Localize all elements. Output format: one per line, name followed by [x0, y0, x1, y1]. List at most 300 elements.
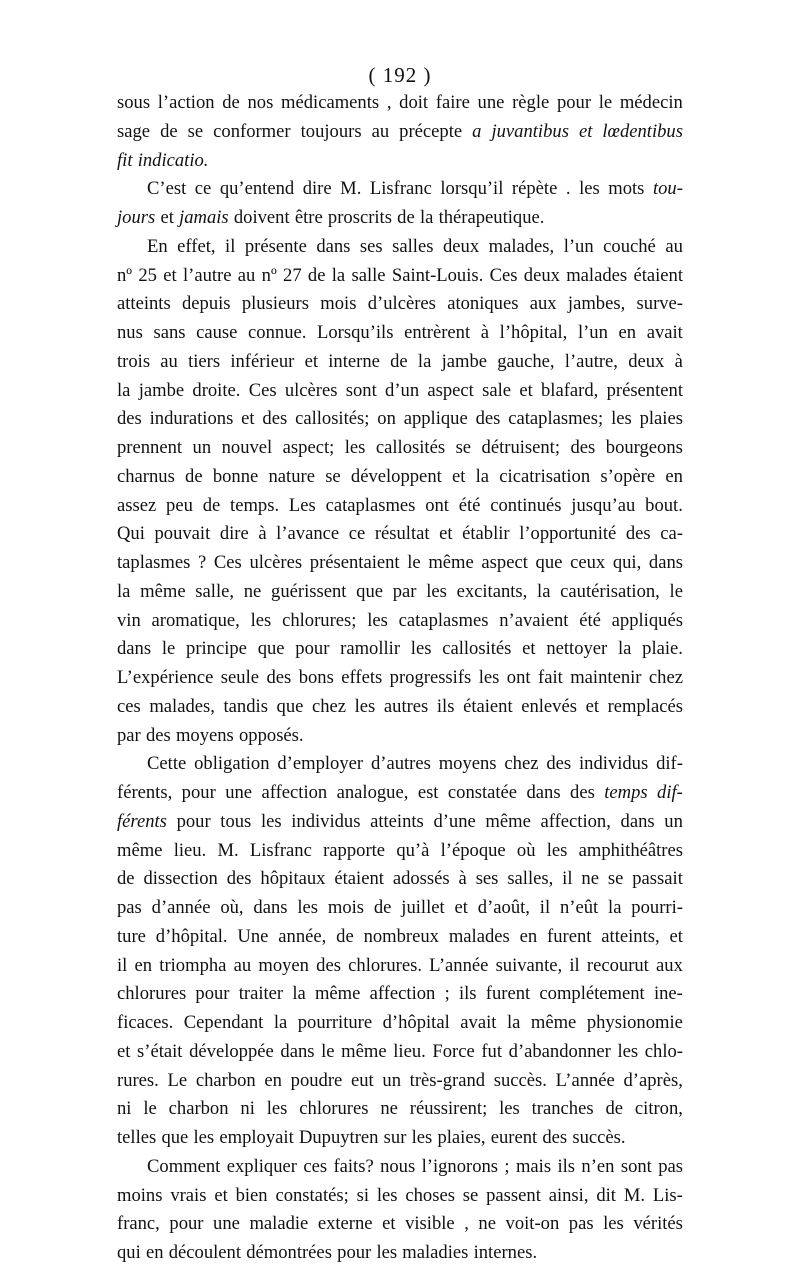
word: chlorures	[299, 1098, 369, 1120]
word: tranches	[531, 1098, 594, 1120]
word: pour	[556, 92, 592, 113]
word: il	[225, 235, 236, 257]
word: ils	[458, 983, 477, 1005]
text-line	[117, 1210, 683, 1239]
word: ont	[506, 667, 531, 688]
word: M.	[217, 839, 239, 861]
word: progressifs	[389, 667, 472, 688]
word: étaient	[334, 868, 384, 890]
word: peu	[166, 494, 193, 516]
word: Cette	[147, 753, 187, 775]
word: dans	[526, 782, 561, 803]
word: ne	[380, 1098, 398, 1120]
word: au	[237, 264, 256, 286]
word: au	[665, 235, 683, 257]
word: indurations	[149, 408, 234, 430]
word: franc,	[117, 1213, 160, 1235]
word: il	[117, 954, 128, 976]
word: des	[117, 408, 142, 430]
word: opposés.	[239, 724, 304, 746]
word: ces	[303, 1155, 328, 1177]
word: d’abandonner	[508, 1040, 611, 1062]
word: tandis	[223, 695, 268, 717]
word: complétement	[539, 983, 645, 1005]
word: salles,	[507, 868, 554, 890]
word: n’en	[581, 1155, 615, 1177]
word: de	[160, 120, 178, 142]
word: ulcères	[284, 379, 338, 401]
word: voit-on	[505, 1213, 560, 1235]
word: de	[336, 925, 354, 947]
word: ;	[504, 1155, 510, 1177]
word: eurent	[490, 1127, 538, 1148]
word: tiers	[188, 350, 221, 372]
word: d’année	[151, 897, 211, 918]
word: Comment	[147, 1155, 221, 1177]
word: les	[499, 1098, 520, 1120]
word: connue.	[248, 322, 307, 343]
word: la	[117, 379, 131, 401]
word: aromatique,	[151, 609, 240, 631]
word: étaient	[633, 264, 683, 286]
word: plaies	[639, 408, 683, 430]
text-line	[117, 204, 683, 233]
word: bien	[235, 1184, 268, 1206]
word: de	[222, 92, 240, 113]
word: ,	[464, 1213, 469, 1235]
word: et	[117, 1040, 131, 1062]
word: que	[161, 1127, 189, 1148]
word: la	[618, 638, 632, 660]
word: enlevés	[521, 695, 577, 717]
text-line	[117, 1153, 683, 1182]
italic-word: indicatio.	[137, 149, 209, 171]
text-line	[117, 262, 683, 291]
word: les	[579, 178, 600, 200]
word: C’est	[147, 178, 187, 200]
word: mots	[608, 178, 645, 200]
italic-word: jamais	[179, 207, 229, 228]
word: succès.	[493, 1069, 547, 1091]
italic-word: férents	[117, 810, 167, 832]
word: règle	[512, 92, 550, 113]
word: les	[376, 1242, 398, 1263]
word: se	[607, 868, 624, 890]
word: les	[478, 667, 500, 688]
word: .	[565, 178, 571, 200]
word: affection,	[540, 810, 611, 832]
word: sage	[117, 120, 151, 142]
word: doit	[399, 92, 429, 113]
word: dans	[648, 552, 683, 573]
word: hôpitaux	[260, 868, 326, 890]
word: chez	[648, 667, 683, 688]
word: mois	[327, 897, 365, 918]
text-line	[117, 290, 683, 319]
word: ne	[243, 580, 262, 602]
italic-word: a	[472, 120, 482, 142]
word: juillet	[401, 897, 445, 918]
word: de	[307, 264, 326, 286]
word: ni	[117, 1098, 132, 1120]
word: pas	[117, 897, 142, 918]
word: ni	[240, 1098, 255, 1120]
word: cicatrisation	[499, 465, 591, 487]
word: les	[411, 1127, 433, 1148]
italic-word: jours	[117, 207, 156, 228]
word: lieu.	[393, 1040, 426, 1062]
word: le	[143, 1098, 157, 1120]
word: ces	[117, 695, 141, 717]
word: traiter	[238, 983, 284, 1005]
word: aspect	[481, 552, 528, 573]
word: n’eût	[559, 897, 599, 918]
italic-word: fit	[117, 149, 133, 171]
word: Lorsqu’ils	[317, 322, 394, 343]
word: lieu.	[173, 839, 207, 861]
word: ,	[386, 92, 392, 113]
word: les	[617, 1040, 639, 1062]
word: cautérisation,	[560, 580, 660, 602]
word: ne	[581, 868, 599, 890]
word: et	[241, 408, 255, 430]
word: l’opportunité	[519, 523, 617, 545]
text-line	[117, 779, 683, 808]
word: effets	[341, 667, 383, 688]
word: chez	[311, 695, 347, 717]
word: nus	[117, 322, 143, 343]
text-line	[117, 1038, 683, 1067]
word: citron,	[634, 1098, 683, 1120]
word: salle	[351, 264, 386, 286]
word: affection	[261, 782, 328, 803]
word: au	[233, 954, 252, 976]
word: des	[475, 408, 501, 430]
word: vrais	[170, 1184, 207, 1206]
word: et	[669, 925, 683, 947]
word: le	[161, 638, 176, 660]
word: ?	[197, 552, 207, 573]
word: des	[266, 667, 292, 688]
text-line	[117, 233, 683, 262]
word: bourgeons	[605, 437, 683, 458]
word: si	[356, 1184, 370, 1206]
word: callosités	[442, 638, 512, 660]
word: l’ignorons	[421, 1155, 499, 1177]
word: ses	[359, 235, 383, 257]
word: même	[117, 839, 163, 861]
word: d’août,	[477, 897, 530, 918]
word: pas	[568, 1213, 594, 1235]
word: malades,	[488, 235, 555, 257]
word: obligation	[194, 753, 270, 775]
text-line	[117, 808, 683, 837]
word: pour	[181, 782, 216, 803]
word: droite.	[192, 379, 241, 401]
word: ne	[478, 1213, 496, 1235]
word: détruisent;	[481, 437, 561, 458]
word: nettoyer	[546, 638, 608, 660]
word: jambe	[441, 350, 487, 372]
word: prennent	[117, 437, 183, 458]
word: se	[462, 1184, 479, 1206]
word: et	[382, 1213, 396, 1235]
word: ine-	[653, 983, 683, 1005]
word: où	[516, 839, 536, 861]
word: ils	[436, 695, 455, 717]
word: qu’à	[396, 839, 430, 861]
text-line	[117, 664, 683, 693]
italic-word: tou-	[652, 178, 683, 200]
word: plaies,	[437, 1127, 486, 1148]
text-line	[117, 635, 683, 664]
word: conformer	[213, 120, 291, 142]
word: même	[341, 1040, 387, 1062]
word: à	[458, 868, 467, 890]
word: ;	[444, 983, 450, 1005]
word: l’autre	[182, 264, 232, 286]
word: Saint-Louis.	[391, 264, 484, 286]
word: sous	[117, 92, 151, 113]
word: été	[579, 609, 601, 631]
word: Le	[167, 1069, 188, 1091]
word: se	[187, 120, 204, 142]
word: d’un	[385, 379, 420, 401]
word: médicaments	[281, 92, 380, 113]
word: d’hôpital	[382, 1012, 450, 1033]
word: et	[304, 350, 319, 372]
word: blafard,	[541, 379, 599, 401]
text-line	[117, 952, 683, 981]
word: malades	[448, 925, 510, 947]
word: réussirent;	[409, 1098, 488, 1120]
word: de	[397, 207, 415, 228]
word: analogue,	[336, 782, 409, 803]
word: étaient	[463, 695, 513, 717]
word: dans	[253, 897, 288, 918]
word: sont	[620, 1155, 652, 1177]
word: il	[539, 897, 551, 918]
word: L’année	[555, 1069, 615, 1091]
word: 27	[283, 264, 302, 286]
word: les	[193, 1127, 215, 1148]
word: nº	[261, 264, 277, 286]
word: le	[598, 92, 613, 113]
word: Une	[237, 925, 269, 947]
word: L’expérience	[117, 667, 214, 688]
word: s’opère	[600, 465, 656, 487]
word: la	[506, 1012, 521, 1033]
word: la	[419, 207, 434, 228]
word: cataplasmes	[325, 494, 416, 516]
word: trois	[117, 350, 151, 372]
word: employait	[219, 1127, 294, 1148]
word: médecin	[619, 92, 683, 113]
text-line	[117, 118, 683, 147]
word: les	[297, 897, 319, 918]
word: jambes,	[567, 293, 626, 315]
word: dissection	[143, 868, 218, 890]
italic-word: lœdentibus	[602, 120, 683, 142]
word: les	[367, 609, 388, 631]
word: et	[214, 1184, 228, 1206]
word: la	[117, 580, 131, 602]
text-line	[117, 693, 683, 722]
word: qu’entend	[219, 178, 295, 200]
word: principe	[186, 638, 247, 660]
word: des	[316, 954, 341, 976]
word: recourut	[586, 954, 649, 976]
word: nature	[268, 465, 315, 487]
word: à	[674, 350, 683, 372]
italic-word: dif-	[657, 782, 683, 803]
word: suivante,	[495, 954, 563, 976]
word: un	[382, 1069, 401, 1091]
word: aspect;	[282, 437, 335, 458]
word: la	[273, 1012, 288, 1033]
word: d’une	[433, 810, 476, 832]
word: même	[485, 810, 531, 832]
word: en	[519, 925, 538, 947]
word: la	[292, 983, 306, 1005]
text-line	[117, 1239, 683, 1268]
word: plaie.	[642, 638, 683, 660]
word: de	[390, 350, 408, 372]
word: précepte	[399, 120, 463, 142]
word: toujours	[300, 120, 362, 142]
word: les	[354, 695, 376, 717]
word: seule	[220, 667, 260, 688]
word: à	[258, 523, 267, 545]
word: par	[117, 724, 141, 746]
word: que	[535, 552, 563, 573]
word: de	[185, 465, 203, 487]
word: tous	[220, 810, 252, 832]
word: poudre	[290, 1069, 343, 1091]
word: chlorures	[117, 983, 187, 1005]
text-line	[117, 549, 683, 578]
word: dire	[302, 178, 332, 200]
word: nouvel	[221, 437, 273, 458]
text-line	[117, 492, 683, 521]
text-line	[117, 147, 683, 176]
word: pour	[176, 810, 211, 832]
word: vin	[117, 609, 141, 631]
word: malades	[566, 264, 628, 286]
text-line	[117, 1067, 683, 1096]
word: la	[417, 350, 432, 372]
word: temps.	[230, 494, 280, 516]
word: callosités;	[295, 408, 370, 430]
word: et	[522, 638, 536, 660]
word: M.	[340, 178, 362, 200]
word: d’ulcères	[367, 293, 436, 315]
word: pouvait	[154, 523, 211, 545]
word: bout.	[645, 494, 683, 516]
word: chlorures.	[348, 954, 422, 976]
word: et	[454, 897, 468, 918]
word: se	[455, 437, 472, 458]
word: physionomie	[586, 1012, 683, 1033]
word: répète	[511, 178, 558, 200]
word: d’hôpital.	[155, 925, 228, 947]
word: pour	[295, 638, 330, 660]
word: moyen	[258, 954, 309, 976]
word: pour	[337, 1242, 372, 1263]
word: mois	[320, 293, 357, 315]
word: ils	[557, 1155, 576, 1177]
word: callosités	[375, 437, 446, 458]
word: la	[608, 897, 622, 918]
word: deux	[628, 350, 665, 372]
word: sur	[383, 1127, 407, 1148]
word: même	[428, 552, 474, 573]
word: d’employer	[277, 753, 364, 775]
word: sale	[482, 379, 512, 401]
text-line	[117, 319, 683, 348]
word: dif-	[656, 753, 683, 775]
word: de	[605, 1098, 624, 1120]
word: rures.	[117, 1069, 159, 1091]
word: et	[519, 379, 533, 401]
word: établir	[462, 523, 510, 545]
word: lorsqu’il	[440, 178, 504, 200]
word: et	[452, 465, 466, 487]
word: se	[325, 465, 341, 487]
word: En	[147, 235, 168, 257]
word: et	[585, 695, 599, 717]
word: en	[665, 465, 683, 487]
word: constatés;	[275, 1184, 349, 1206]
word: cataplasmes	[398, 609, 489, 631]
word: interne	[328, 350, 380, 372]
text-line	[117, 923, 683, 952]
italic-word: et	[578, 120, 593, 142]
word: mais	[515, 1155, 552, 1177]
word: constatée	[447, 782, 518, 803]
text-line	[117, 377, 683, 406]
word: année,	[278, 925, 327, 947]
word: l’avance	[276, 523, 340, 545]
word: sont	[345, 379, 377, 401]
word: succès.	[572, 1127, 626, 1148]
word: ficaces.	[117, 1012, 174, 1033]
word: M.	[623, 1184, 646, 1206]
text-line	[117, 1095, 683, 1124]
word: il	[562, 868, 573, 890]
italic-word: juvantibus	[491, 120, 569, 142]
word: moyens	[438, 753, 497, 775]
word: des	[262, 408, 288, 430]
word: et	[160, 207, 174, 228]
word: entrèrent	[404, 322, 471, 343]
word: aux	[529, 293, 557, 315]
word: le	[669, 580, 683, 602]
word: les	[410, 638, 432, 660]
word: un	[664, 810, 683, 832]
word: autres	[383, 695, 429, 717]
word: furent	[485, 983, 531, 1005]
word: vérités	[633, 1213, 683, 1235]
word: démontrées	[246, 1242, 332, 1263]
word: faire	[435, 92, 470, 113]
word: des	[546, 753, 572, 775]
word: telles	[117, 1127, 157, 1148]
word: doivent	[233, 207, 290, 228]
word: nous	[380, 1155, 416, 1177]
word: L’année	[429, 954, 489, 976]
word: Lisfranc	[369, 178, 432, 200]
